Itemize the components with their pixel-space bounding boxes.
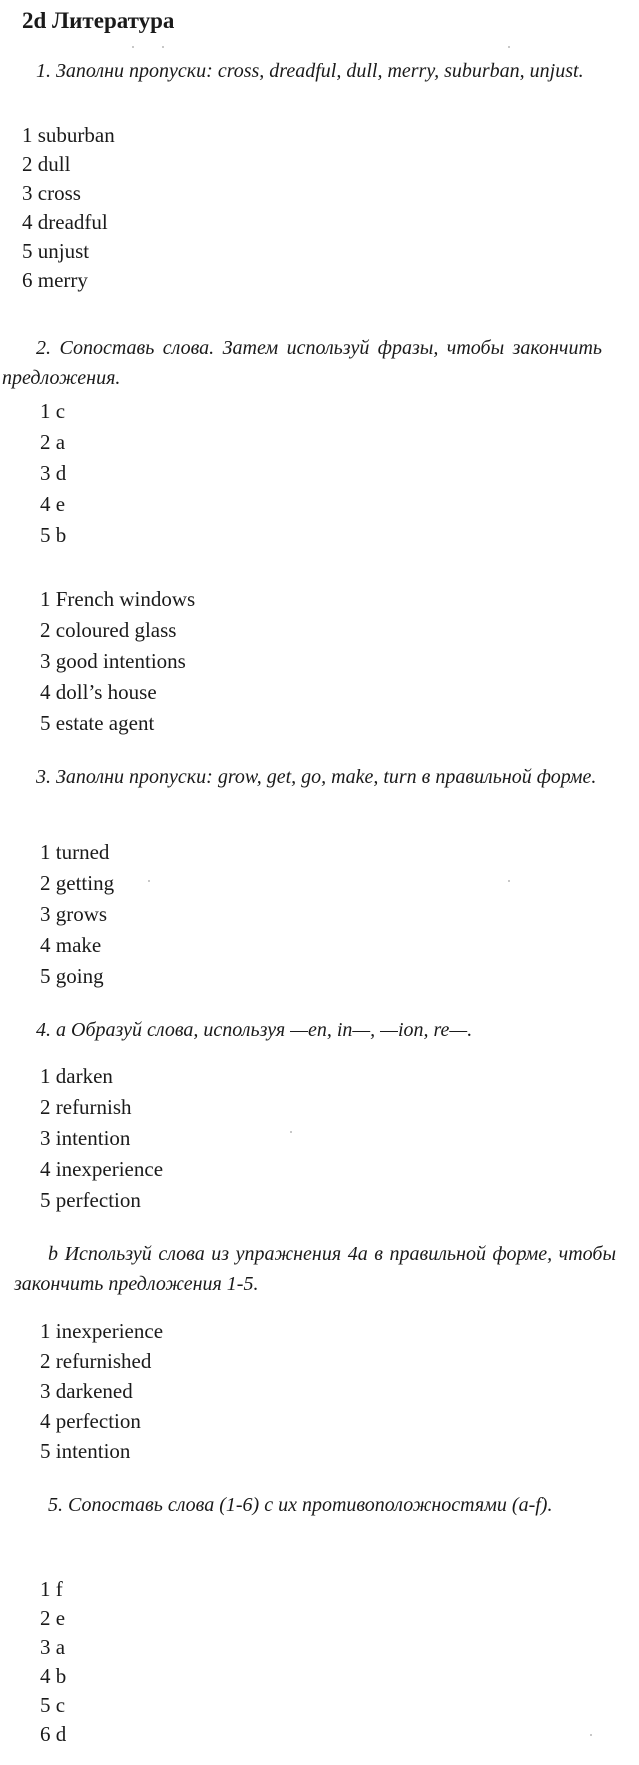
exercise-4a-answer: 5 perfection bbox=[40, 1188, 141, 1212]
exercise-4a-answer: 2 refurnish bbox=[40, 1095, 132, 1119]
exercise-4a-instruction: 4. a Образуй слова, используя —en, in—, —ion, re—. bbox=[36, 1019, 473, 1041]
exercise-5-answer: 6 d bbox=[40, 1722, 67, 1746]
exercise-4a-answer: 4 inexperience bbox=[40, 1157, 164, 1181]
exercise-4b-instruction: b Используй слова из упражнения 4a в правильной форме, чтобы закончить предложения 1-5. bbox=[14, 1243, 616, 1295]
scan-speck bbox=[132, 46, 134, 48]
exercise-2-phrase: 4 doll’s house bbox=[40, 680, 157, 704]
exercise-5-answer: 4 b bbox=[40, 1664, 67, 1688]
exercise-2-answer: 3 d bbox=[40, 461, 67, 485]
exercise-1-answer: 5 unjust bbox=[22, 239, 90, 263]
exercise-4b-answer: 2 refurnished bbox=[40, 1349, 152, 1373]
exercise-2-phrase: 1 French windows bbox=[40, 587, 196, 611]
exercise-2-phrase: 2 coloured glass bbox=[40, 618, 177, 642]
exercise-4a-answer: 3 intention bbox=[40, 1126, 131, 1150]
exercise-1-answer: 1 suburban bbox=[22, 123, 115, 147]
page-title: 2d Литература bbox=[22, 8, 175, 33]
exercise-5-answer: 1 f bbox=[40, 1577, 63, 1601]
exercise-3-answer: 5 going bbox=[40, 964, 104, 988]
exercise-3-answer: 3 grows bbox=[40, 902, 108, 926]
exercise-3-answer: 2 getting bbox=[40, 871, 115, 895]
exercise-4b-answer: 4 perfection bbox=[40, 1409, 141, 1433]
exercise-4a-answer: 1 darken bbox=[40, 1064, 113, 1088]
exercise-4b-answer: 3 darkened bbox=[40, 1379, 133, 1403]
exercise-5-answer: 2 e bbox=[40, 1606, 66, 1630]
exercise-2-answer: 2 a bbox=[40, 430, 66, 454]
exercise-2-answer: 5 b bbox=[40, 523, 67, 547]
scan-speck bbox=[162, 46, 164, 48]
scan-speck bbox=[148, 880, 150, 882]
exercise-1-answer: 3 cross bbox=[22, 181, 81, 205]
exercise-3-answer: 4 make bbox=[40, 933, 102, 957]
exercise-4b-answer: 5 intention bbox=[40, 1439, 131, 1463]
exercise-5-instruction: 5. Сопоставь слова (1-6) с их противоположностями (a-f). bbox=[48, 1494, 553, 1516]
exercise-2-answer: 1 c bbox=[40, 399, 66, 423]
scan-speck bbox=[290, 1131, 292, 1133]
exercise-5-answer: 5 c bbox=[40, 1693, 66, 1717]
scan-speck bbox=[590, 1734, 592, 1736]
exercise-2-phrase: 3 good intentions bbox=[40, 649, 186, 673]
exercise-2-instruction: 2. Сопоставь слова. Затем используй фразы, чтобы закончить предложения. bbox=[2, 337, 602, 389]
exercise-3-answer: 1 turned bbox=[40, 840, 110, 864]
exercise-1-instruction: 1. Заполни пропуски: cross, dreadful, dull, merry, suburban, unjust. bbox=[36, 60, 584, 82]
scan-speck bbox=[508, 46, 510, 48]
exercise-4b-answer: 1 inexperience bbox=[40, 1319, 164, 1343]
exercise-1-answer: 4 dreadful bbox=[22, 210, 108, 234]
exercise-1-answer: 2 dull bbox=[22, 152, 71, 176]
exercise-3-instruction: 3. Заполни пропуски: grow, get, go, make, turn в правильной форме. bbox=[36, 766, 597, 788]
exercise-5-answer: 3 a bbox=[40, 1635, 66, 1659]
exercise-2-phrase: 5 estate agent bbox=[40, 711, 155, 735]
exercise-2-answer: 4 e bbox=[40, 492, 66, 516]
scan-speck bbox=[508, 880, 510, 882]
exercise-1-answer: 6 merry bbox=[22, 268, 88, 292]
